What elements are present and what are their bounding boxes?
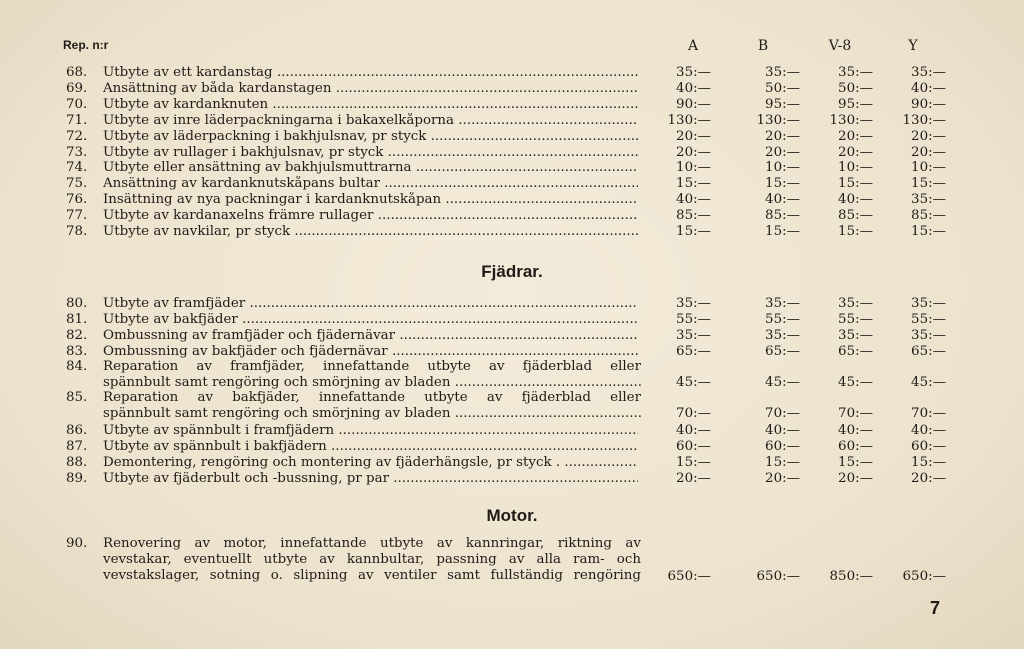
price-v8: 65:— <box>838 343 873 359</box>
row-number: 76. <box>66 192 88 208</box>
price-a: 40:— <box>676 80 711 96</box>
price-a: 90:— <box>676 96 711 112</box>
price-a: 35:— <box>676 327 711 343</box>
price-a: 20:— <box>676 470 711 486</box>
price-y: 20:— <box>911 144 946 160</box>
row-number: 85. <box>66 390 88 405</box>
price-a: 15:— <box>676 454 711 470</box>
price-y: 10:— <box>911 160 946 176</box>
row-description: Utbyte av läderpackning i bakhjulsnav, pr styck ..... <box>103 129 638 145</box>
price-v8: 50:— <box>838 80 873 96</box>
price-v8: 15:— <box>838 176 873 192</box>
price-a: 15:— <box>676 176 711 192</box>
section-title-motor: Motor. <box>486 506 538 525</box>
price-y: 35:— <box>911 192 946 208</box>
column-header <box>0 38 1024 56</box>
price-v8: 20:— <box>838 144 873 160</box>
row-description: Ombussning av bakfjäder och fjädernävar ..... <box>103 344 638 360</box>
row-description: Ansättning av kardanknutskåpans bultar ..... <box>103 176 638 192</box>
row-description: Demontering, rengöring och montering av fjäderhängsle, pr styck . ..... <box>103 455 638 471</box>
row-description: Utbyte av inre läderpackningarna i bakaxelkåporna ..... <box>103 113 638 129</box>
price-a: 85:— <box>676 208 711 224</box>
price-y: 55:— <box>911 311 946 327</box>
price-v8: 35:— <box>838 296 873 311</box>
column-y-header: Y <box>908 38 918 54</box>
table-row <box>0 359 1024 391</box>
row-description: Utbyte av rullager i bakhjulsnav, pr styck ..... <box>103 145 638 161</box>
price-v8: 20:— <box>838 128 873 144</box>
row-number: 71. <box>66 112 88 128</box>
price-v8: 10:— <box>838 160 873 176</box>
row-number: 84. <box>66 359 88 374</box>
price-a: 650:— <box>667 569 711 584</box>
price-b: 15:— <box>765 224 800 239</box>
price-a: 65:— <box>676 343 711 359</box>
price-y: 130:— <box>902 112 946 128</box>
row-number: 73. <box>66 144 88 160</box>
column-a-header: A <box>687 38 699 54</box>
price-a: 40:— <box>676 423 711 438</box>
row-number: 75. <box>66 176 88 192</box>
rep-nr-header: Rep. n:r <box>63 38 109 52</box>
price-v8: 35:— <box>838 65 873 80</box>
row-number: 87. <box>66 438 88 454</box>
row-description-line: Reparation av bakfjäder, innefattande utbyte av fjäderblad eller <box>103 390 641 405</box>
row-description: Utbyte av spännbult i bakfjädern ..... <box>103 439 638 455</box>
price-v8: 95:— <box>838 96 873 112</box>
column-b-header: B <box>757 38 769 54</box>
row-description: Ansättning av båda kardanstagen ..... <box>103 81 638 97</box>
price-b: 85:— <box>765 208 800 224</box>
price-b: 130:— <box>756 112 800 128</box>
row-description: Utbyte eller ansättning av bakhjulsmuttrarna ..... <box>103 160 638 176</box>
price-b: 40:— <box>765 192 800 208</box>
price-y: 40:— <box>911 423 946 438</box>
price-a: 15:— <box>676 224 711 239</box>
price-b: 45:— <box>765 375 800 390</box>
row-number: 69. <box>66 80 88 96</box>
price-v8: 20:— <box>838 470 873 486</box>
price-v8: 40:— <box>838 423 873 438</box>
row-description: Ombussning av framfjäder och fjädernävar ..... <box>103 328 638 344</box>
row-number: 88. <box>66 454 88 470</box>
price-y: 70:— <box>911 406 946 421</box>
price-v8: 40:— <box>838 192 873 208</box>
price-b: 35:— <box>765 327 800 343</box>
price-a: 40:— <box>676 192 711 208</box>
price-y: 35:— <box>911 65 946 80</box>
row-description-line: Renovering av motor, innefattande utbyte av kannringar, riktning av <box>103 536 641 551</box>
row-number: 78. <box>66 224 88 239</box>
price-b: 20:— <box>765 144 800 160</box>
row-number: 68. <box>66 65 88 80</box>
row-description-line: spännbult samt rengöring och smörjning av bladen ..... <box>103 375 641 391</box>
table-row <box>0 390 1024 422</box>
row-number: 83. <box>66 343 88 359</box>
row-description: Insättning av nya packningar i kardanknutskåpan ..... <box>103 192 638 208</box>
price-b: 50:— <box>765 80 800 96</box>
row-description: Utbyte av fjäderbult och -bussning, pr par ..... <box>103 471 638 487</box>
row-number: 89. <box>66 470 88 486</box>
row-number: 80. <box>66 296 88 311</box>
row-number: 74. <box>66 160 88 176</box>
price-y: 15:— <box>911 224 946 239</box>
row-description: Utbyte av spännbult i framfjädern ..... <box>103 423 638 439</box>
price-y: 45:— <box>911 375 946 390</box>
price-v8: 15:— <box>838 454 873 470</box>
price-v8: 850:— <box>829 569 873 584</box>
price-v8: 55:— <box>838 311 873 327</box>
row-description: Utbyte av navkilar, pr styck ..... <box>103 224 638 240</box>
price-a: 130:— <box>667 112 711 128</box>
price-a: 45:— <box>676 375 711 390</box>
row-description-line: Reparation av framfjäder, innefattande utbyte av fjäderblad eller <box>103 359 641 374</box>
price-y: 60:— <box>911 438 946 454</box>
row-number: 86. <box>66 423 88 438</box>
price-y: 650:— <box>902 569 946 584</box>
row-description: Utbyte av ett kardanstag ..... <box>103 65 638 81</box>
price-y: 90:— <box>911 96 946 112</box>
row-number: 77. <box>66 208 88 224</box>
page-number: 7 <box>930 598 941 618</box>
row-number: 82. <box>66 327 88 343</box>
price-y: 20:— <box>911 128 946 144</box>
row-number: 72. <box>66 128 88 144</box>
price-b: 55:— <box>765 311 800 327</box>
row-description-line: vevstakslager, sotning o. slipning av ventiler samt fullständig rengöring <box>103 568 641 583</box>
price-b: 650:— <box>756 569 800 584</box>
table-row <box>0 536 1024 586</box>
row-description: Utbyte av kardanaxelns främre rullager ..... <box>103 208 638 224</box>
price-v8: 45:— <box>838 375 873 390</box>
price-y: 15:— <box>911 176 946 192</box>
price-b: 65:— <box>765 343 800 359</box>
row-description <box>103 536 641 584</box>
price-b: 35:— <box>765 65 800 80</box>
price-v8: 70:— <box>838 406 873 421</box>
price-y: 20:— <box>911 470 946 486</box>
row-description: Utbyte av framfjäder ..... <box>103 296 638 312</box>
row-description: Utbyte av kardanknuten ..... <box>103 97 638 113</box>
price-a: 70:— <box>676 406 711 421</box>
price-a: 20:— <box>676 128 711 144</box>
price-v8: 60:— <box>838 438 873 454</box>
row-description <box>103 390 641 422</box>
price-b: 40:— <box>765 423 800 438</box>
price-y: 35:— <box>911 296 946 311</box>
price-a: 35:— <box>676 65 711 80</box>
price-v8: 130:— <box>829 112 873 128</box>
price-v8: 85:— <box>838 208 873 224</box>
price-b: 10:— <box>765 160 800 176</box>
price-a: 20:— <box>676 144 711 160</box>
row-number: 70. <box>66 96 88 112</box>
row-number: 81. <box>66 311 88 327</box>
price-a: 60:— <box>676 438 711 454</box>
row-number: 90. <box>66 536 88 551</box>
row-description-line: spännbult samt rengöring och smörjning av bladen ..... <box>103 406 641 422</box>
price-a: 10:— <box>676 160 711 176</box>
price-b: 70:— <box>765 406 800 421</box>
price-b: 35:— <box>765 296 800 311</box>
price-a: 55:— <box>676 311 711 327</box>
section-title-fjadrar: Fjädrar. <box>481 262 543 281</box>
price-y: 15:— <box>911 454 946 470</box>
row-description-line: vevstakar, eventuellt utbyte av kannbultar, passning av alla ram- och <box>103 552 641 567</box>
price-v8: 15:— <box>838 224 873 239</box>
price-b: 60:— <box>765 438 800 454</box>
price-b: 15:— <box>765 454 800 470</box>
price-y: 35:— <box>911 327 946 343</box>
price-y: 65:— <box>911 343 946 359</box>
price-a: 35:— <box>676 296 711 311</box>
row-description <box>103 359 641 391</box>
price-b: 15:— <box>765 176 800 192</box>
column-v8-header: V-8 <box>828 38 852 54</box>
price-b: 20:— <box>765 128 800 144</box>
price-y: 85:— <box>911 208 946 224</box>
price-b: 20:— <box>765 470 800 486</box>
price-b: 95:— <box>765 96 800 112</box>
price-y: 40:— <box>911 80 946 96</box>
row-description: Utbyte av bakfjäder ..... <box>103 312 638 328</box>
price-v8: 35:— <box>838 327 873 343</box>
